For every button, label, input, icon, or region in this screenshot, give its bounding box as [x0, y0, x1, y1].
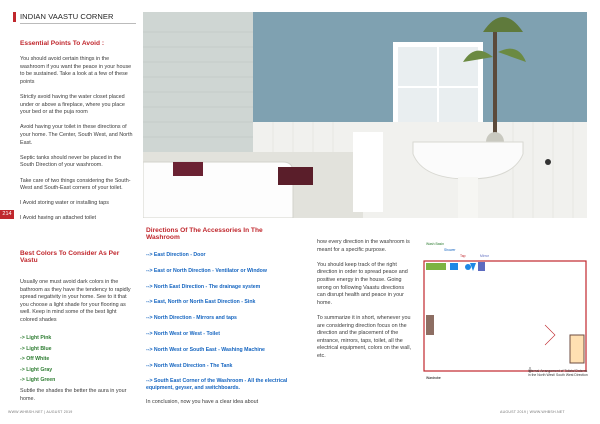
- accessory-item: --> East or North Direction - Ventilator or Window: [146, 267, 267, 274]
- essential-paragraph: Strictly avoid having the water closet placed under or above a fireplace, where you place your bed or at the puja room: [20, 93, 125, 116]
- diagram-label-mirror: Mirror: [480, 254, 489, 258]
- color-item: -> Off White: [20, 356, 50, 363]
- section-header: INDIAN VAASTU CORNER: [20, 11, 136, 24]
- accessory-item: --> East, North or North East Direction - Sink: [146, 299, 256, 306]
- colors-intro: Usually one must avoid dark colors in the bathroom as they have the tendency to rapidly spread negativity in your home. See to it that you choose a light shade for your flooring as well. Keep in mind some of the best light colored shades: [20, 279, 131, 323]
- diagram-label-tap: Tap: [460, 254, 466, 258]
- essential-paragraph: Take care of two things considering the South-West and South-East corners of your toilet.: [20, 177, 131, 192]
- diagram-label-wash-basin: Wash Basin: [426, 242, 444, 246]
- bathroom-photo: [143, 12, 587, 218]
- essential-points-section: [20, 40, 134, 231]
- accessories-section-title: Directions Of The Accessories In The Washroom: [146, 227, 263, 241]
- essential-points-title: Essential Points To Avoid :: [20, 40, 105, 47]
- summary-paragraph: To summarize it in short, whenever you are considering direction focus on the direction and the placement of the entrance, mirrors, taps, toilet, all the electrical equipment, colors on the wall, etc.: [317, 314, 412, 359]
- diagram-label-shower: Shower: [444, 248, 456, 252]
- essential-paragraph: I Avoid having an attached toilet: [20, 215, 97, 222]
- page-number: 214: [0, 210, 14, 219]
- accessory-item: --> North West Direction - The Tank: [146, 362, 233, 369]
- footer-right: AUGUST 2019 | WWW.WHBSH.NET: [500, 410, 565, 414]
- summary-column: [317, 239, 413, 368]
- color-item: -> Light Green: [20, 377, 56, 384]
- accessory-item: --> North West or South East - Washing Machine: [146, 346, 265, 353]
- accessory-item: --> North Direction - Mirrors and taps: [146, 315, 237, 322]
- colors-section-title: Best Colors To Consider As Per Vastu: [20, 250, 120, 264]
- accessories-list: [146, 252, 306, 401]
- essential-paragraph: Avoid having your toilet in these directions of your home. The Center, South West, and North East.: [20, 124, 133, 146]
- accessory-item: --> North West or West - Toilet: [146, 330, 220, 337]
- color-item: -> Light Pink: [20, 335, 52, 341]
- accessory-item: --> North East Direction - The drainage system: [146, 283, 261, 290]
- essential-paragraph: You should avoid certain things in the washroom if you want the peace in your house to be sustained. Take a look at a few of these points: [20, 56, 132, 85]
- accessory-item: --> East Direction - Door: [146, 252, 206, 258]
- essential-paragraph: I Avoid storing water or installing taps: [20, 200, 109, 207]
- summary-paragraph: how every direction in the washroom is meant for a specific purpose.: [317, 239, 410, 253]
- footer-left: WWW.WHBSH.NET | AUGUST 2019: [8, 410, 73, 414]
- bathroom-layout-diagram: [420, 235, 590, 385]
- color-item: -> Light Gray: [20, 366, 53, 373]
- accessory-item: --> South East Corner of the Washroom - All the electrical equipment, geyser, and switchboards.: [146, 378, 288, 392]
- summary-paragraph: You should keep track of the right direction in order to spread peace and positive energy in the house. Going wrong on following Vaastu directions can disrupt health and peace in your home.: [317, 261, 408, 306]
- diagram-label-toilet-arrangement: Internal Arrangement of Toilets/Cisterns in the North West/ South West Direction: [528, 369, 588, 377]
- colors-closing: Subtle the shades the better the aura in your home.: [20, 388, 127, 402]
- accessories-conclusion: In conclusion, now you have a clear idea about: [146, 399, 259, 405]
- header-accent-bar: [13, 12, 16, 22]
- layout-diagram-svg: [420, 235, 590, 385]
- bathroom-illustration: [143, 12, 587, 218]
- essential-paragraph: Septic tanks should never be placed in the South Direction of your washroom.: [20, 154, 122, 169]
- color-item: -> Light Blue: [20, 345, 52, 352]
- color-list: [20, 333, 134, 386]
- diagram-label-wardrobe: Wardrobe: [426, 376, 441, 380]
